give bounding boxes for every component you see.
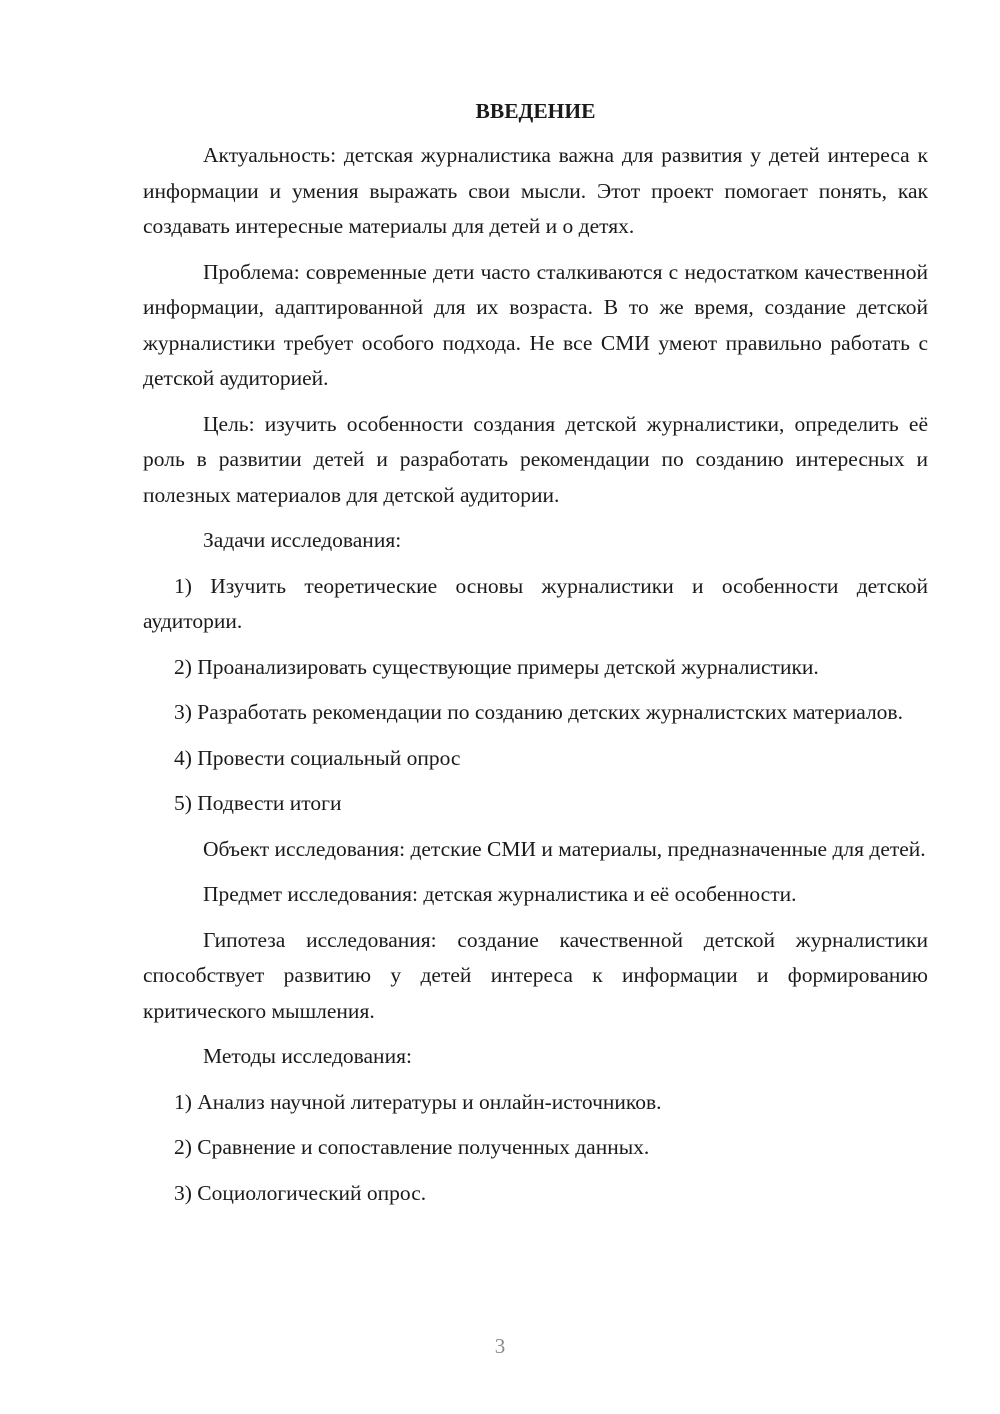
tasks-heading: Задачи исследования: (203, 528, 402, 552)
task-item: 1) Изучить теоретические основы журналистики и особенности детской аудитории. (143, 573, 928, 633)
method-item: 3) Социологический опрос. (174, 1180, 427, 1205)
methods-heading: Методы исследования: (203, 1044, 412, 1068)
object-paragraph: Объект исследования: детские СМИ и материалы, предназначенные для детей. (203, 836, 926, 861)
hypothesis-paragraph: Гипотеза исследования: создание качественной детской журналистики способствует развитию у детей интереса к информации и формированию критического мышления. (143, 927, 928, 1023)
relevance-paragraph: Актуальность: детская журналистика важна для развития у детей интереса к информации и умения выражать свои мысли. Этот проект помогает понять, как создавать интересные материалы для детей и о детях. (143, 143, 928, 238)
task-item: 5) Подвести итоги (174, 791, 342, 815)
document-page (143, 96, 928, 1221)
section-title: ВВЕДЕНИЕ (475, 99, 596, 123)
method-item: 1) Анализ научной литературы и онлайн-источников. (174, 1089, 662, 1114)
task-item: 4) Провести социальный опрос (174, 745, 461, 770)
problem-paragraph: Проблема: современные дети часто сталкиваются с недостатком качественной информации, адаптированной для их возраста. В то же время, создание детской журналистики требует особого подхода. Не все СМИ умеют правильно работать с детской аудиторией. (143, 259, 928, 390)
method-item: 2) Сравнение и сопоставление полученных данных. (174, 1135, 650, 1159)
goal-paragraph: Цель: изучить особенности создания детской журналистики, определить её роль в развитии детей и разработать рекомендации по созданию интересных и полезных материалов для детской аудитории. (143, 411, 928, 507)
page-number: 3 (494, 1334, 506, 1358)
task-item: 2) Проанализировать существующие примеры детской журналистики. (174, 654, 819, 679)
subject-paragraph: Предмет исследования: детская журналистика и её особенности. (203, 882, 797, 906)
task-item: 3) Разработать рекомендации по созданию детских журналистских материалов. (174, 700, 903, 724)
